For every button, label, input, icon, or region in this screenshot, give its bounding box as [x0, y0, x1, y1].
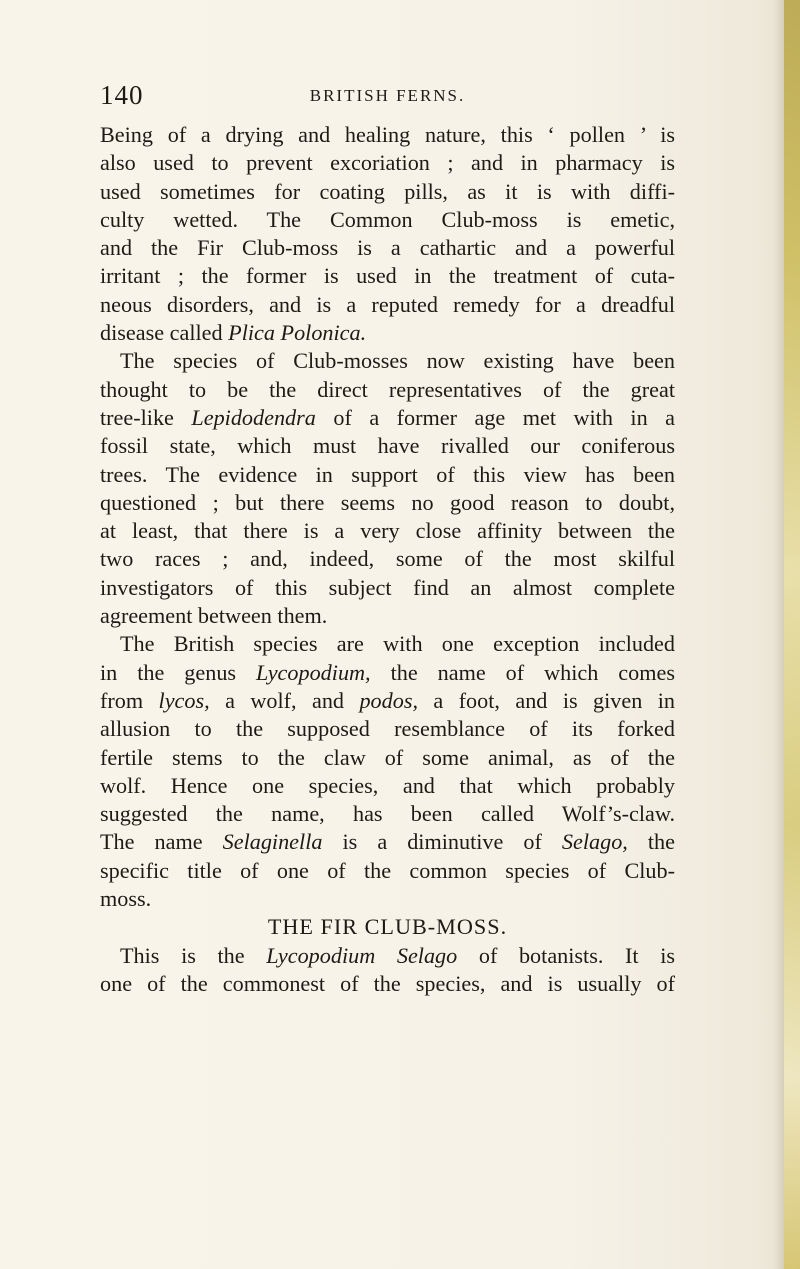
text-line: fertile stems to the claw of some animal, as of the	[100, 744, 675, 770]
text-line: and the Fir Club-moss is a cathartic and a powerful	[100, 235, 675, 261]
text-fragment: This is the	[120, 942, 267, 968]
text-line: investigators of this subject find an almost complete	[100, 574, 675, 600]
text-line: culty wetted. The Common Club-moss is emetic,	[100, 206, 675, 232]
text-line: used sometimes for coating pills, as it is with diffi-	[100, 178, 675, 204]
italic-term: podos,	[359, 687, 418, 713]
text-fragment: the name of which comes	[370, 659, 675, 685]
italic-term: Plica Polonica.	[228, 320, 367, 346]
text-fragment: the	[627, 829, 676, 855]
text-line: specific title of one of the common species of Club-	[100, 857, 675, 883]
text-fragment: tree-like	[100, 404, 192, 430]
text-line: The species of Club-mosses now existing have been	[120, 348, 675, 374]
text-fragment: a wolf, and	[209, 687, 360, 713]
text-fragment: of a former age met with in a	[315, 404, 675, 430]
text-line: suggested the name, has been called Wolf’s-claw.	[100, 801, 675, 827]
italic-term: Lycopodium Selago	[266, 942, 458, 968]
text-line: agreement between them.	[100, 603, 328, 629]
text-line: trees. The evidence in support of this view has been	[100, 461, 675, 487]
italic-term: lycos,	[158, 687, 210, 713]
running-head: BRITISH FERNS.	[309, 86, 466, 105]
text-fragment: of botanists. It is	[457, 942, 675, 968]
text-line: moss.	[100, 886, 152, 912]
text-fragment: The name	[100, 829, 223, 855]
text-line: allusion to the supposed resemblance of its forked	[100, 716, 675, 742]
italic-term: Lepidodendra	[191, 404, 316, 430]
text-line	[100, 828, 675, 856]
text-line: at least, that there is a very close affinity between the	[100, 518, 675, 544]
text-fragment: is a diminutive of	[322, 829, 562, 855]
text-line	[100, 942, 675, 970]
text-fragment: disease called	[100, 320, 229, 346]
text-fragment: a foot, and is given in	[418, 687, 675, 713]
text-line	[100, 319, 675, 347]
text-line: Being of a drying and healing nature, this ‘ pollen ’ is	[100, 122, 675, 147]
text-line: questioned ; but there seems no good reason to doubt,	[100, 489, 675, 515]
italic-term: Lycopodium,	[256, 659, 371, 685]
text-line	[100, 404, 675, 432]
italic-term: Selago,	[561, 829, 628, 855]
text-line: fossil state, which must have rivalled our coniferous	[100, 433, 675, 459]
page-edge-shadow	[774, 0, 784, 1269]
text-line: The British species are with one exception included	[120, 631, 675, 657]
text-line: thought to be the direct representatives of the great	[100, 376, 675, 402]
text-line: also used to prevent excoriation ; and in pharmacy is	[100, 150, 675, 176]
text-line	[100, 687, 675, 715]
text-line: neous disorders, and is a reputed remedy for a dreadful	[100, 291, 675, 317]
text-line: irritant ; the former is used in the treatment of cuta-	[100, 263, 675, 289]
text-line	[100, 659, 675, 687]
italic-term: Selaginella	[222, 829, 323, 855]
section-heading: THE FIR CLUB-MOSS.	[267, 914, 508, 940]
text-line: wolf. Hence one species, and that which probably	[100, 772, 675, 798]
text-line: one of the commonest of the species, and is usually of	[100, 970, 675, 996]
page-edge-discoloration	[784, 0, 800, 1269]
page-number: 140	[100, 80, 144, 110]
text-fragment: from	[100, 687, 159, 713]
text-line: two races ; and, indeed, some of the most skilful	[100, 546, 675, 572]
body-text	[100, 121, 675, 998]
text-fragment: in the genus	[100, 659, 257, 685]
